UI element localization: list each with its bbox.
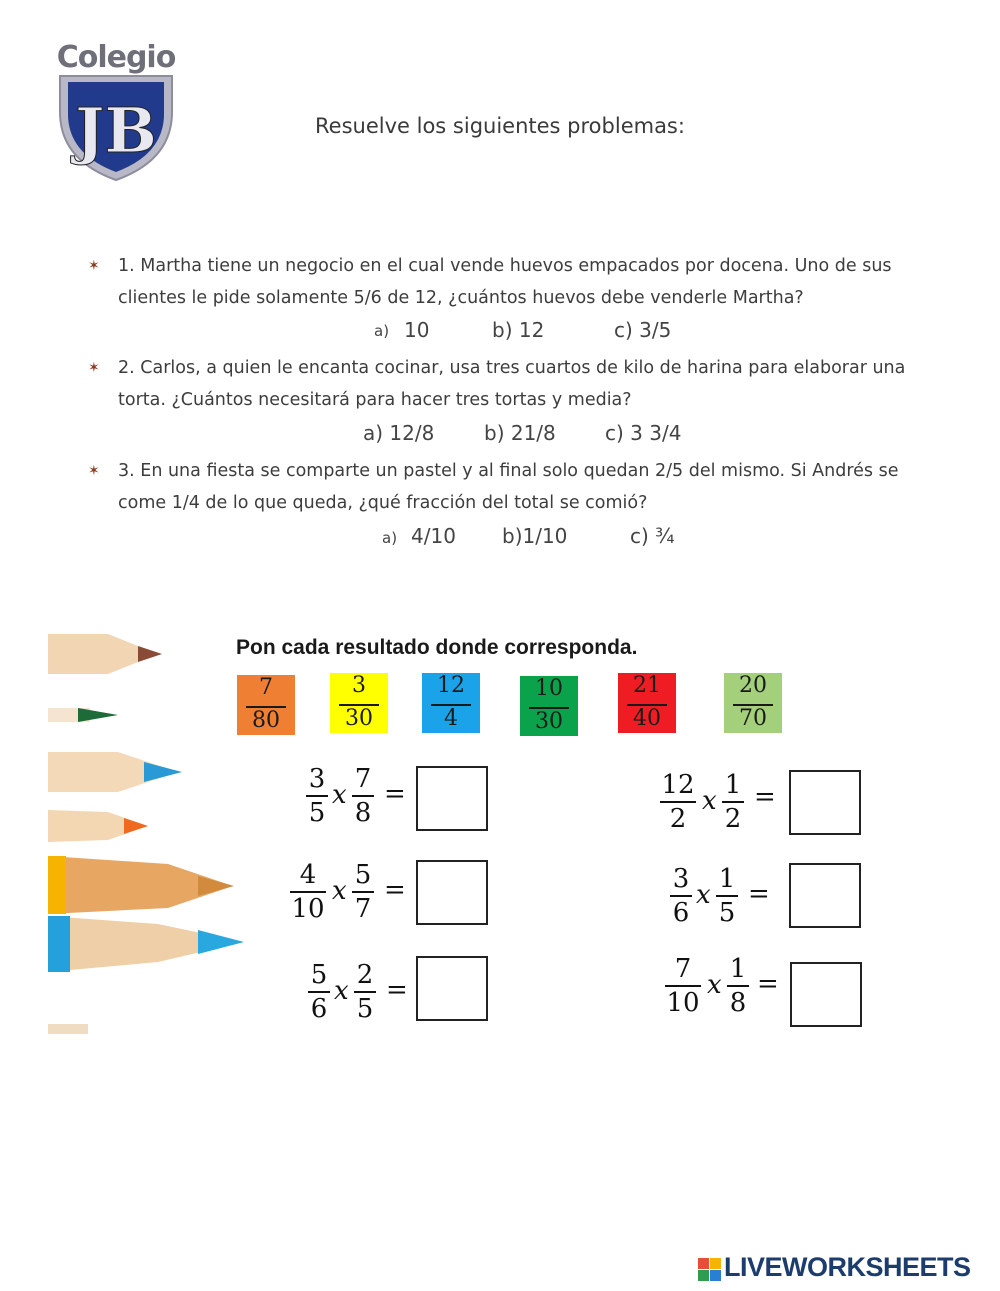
numerator: 1	[729, 954, 747, 984]
times-operator: x	[334, 976, 349, 1006]
option-c[interactable]: c) 3/5	[614, 318, 672, 342]
logo-word: Colegio	[56, 40, 176, 75]
star-bullet-icon: ✶	[88, 258, 100, 274]
equation-1	[306, 764, 496, 834]
answer-tile-3[interactable]	[422, 673, 480, 733]
equation-3	[290, 860, 500, 930]
denominator: 7	[354, 894, 372, 924]
denominator: 8	[729, 988, 747, 1018]
problem-2	[88, 352, 948, 416]
tile-numerator: 3	[352, 673, 366, 698]
denominator: 6	[310, 994, 328, 1024]
tile-denominator: 40	[633, 706, 661, 731]
numerator: 2	[356, 960, 374, 990]
denominator: 5	[308, 798, 326, 828]
option-c[interactable]: c) 3 3/4	[605, 421, 682, 445]
equation-4	[670, 864, 870, 934]
numerator: 4	[299, 860, 317, 890]
equation-2	[660, 770, 870, 840]
denominator: 10	[666, 988, 700, 1018]
tile-denominator: 4	[444, 706, 458, 731]
tile-denominator: 80	[252, 708, 280, 733]
equation-5	[308, 960, 498, 1030]
equals-sign: =	[757, 969, 779, 999]
answer-box[interactable]	[416, 860, 488, 925]
denominator: 2	[724, 804, 742, 834]
numerator: 7	[674, 954, 692, 984]
option-a[interactable]: a) 12/8	[363, 421, 435, 445]
problem-text: 2. Carlos, a quien le encanta cocinar, usa tres cuartos de kilo de harina para elaborar una torta. ¿Cuántos necesitará para hacer tres tortas y media?	[118, 358, 906, 410]
answer-tile-4[interactable]	[520, 676, 578, 736]
tile-denominator: 30	[535, 709, 563, 734]
option-a[interactable]: 10	[404, 318, 430, 342]
tile-numerator: 10	[535, 676, 563, 701]
denominator: 2	[669, 804, 687, 834]
answer-tile-5[interactable]	[618, 673, 676, 733]
option-b[interactable]: b) 21/8	[484, 421, 556, 445]
answer-tile-2[interactable]	[330, 673, 388, 733]
answer-box[interactable]	[416, 956, 488, 1021]
problem-text: 1. Martha tiene un negocio en el cual vende huevos empacados por docena. Uno de sus clientes le pide solamente 5/6 de 12, ¿cuántos huevos debe venderle Martha?	[118, 256, 892, 308]
tile-numerator: 7	[259, 675, 273, 700]
times-operator: x	[707, 970, 722, 1000]
option-label: a)	[374, 322, 390, 340]
option-a[interactable]: 4/10	[411, 524, 456, 548]
option-b[interactable]: b)1/10	[502, 524, 568, 548]
numerator: 1	[724, 770, 742, 800]
answer-box[interactable]	[789, 863, 861, 928]
problem-3	[88, 455, 948, 519]
answer-box[interactable]	[789, 770, 861, 835]
denominator: 5	[718, 898, 736, 928]
numerator: 3	[308, 764, 326, 794]
page-title: Resuelve los siguientes problemas:	[315, 114, 685, 138]
problem-1	[88, 250, 948, 314]
star-bullet-icon: ✶	[88, 463, 100, 479]
option-c[interactable]: c) ¾	[630, 524, 675, 548]
equals-sign: =	[754, 782, 776, 812]
tile-numerator: 21	[633, 673, 661, 698]
times-operator: x	[702, 786, 717, 816]
problem-text: 3. En una fiesta se comparte un pastel y al final solo quedan 2/5 del mismo. Si Andrés se come 1/4 de lo que queda, ¿qué fracción del total se comió?	[118, 461, 899, 513]
equals-sign: =	[748, 879, 770, 909]
answer-box[interactable]	[790, 962, 862, 1027]
star-bullet-icon: ✶	[88, 360, 100, 376]
numerator: 3	[672, 864, 690, 894]
answer-tile-6[interactable]	[724, 673, 782, 733]
tile-denominator: 30	[345, 706, 373, 731]
logo-monogram: JB	[75, 94, 157, 167]
equals-sign: =	[386, 975, 408, 1005]
equals-sign: =	[384, 875, 406, 905]
times-operator: x	[332, 780, 347, 810]
numerator: 5	[310, 960, 328, 990]
numerator: 7	[354, 764, 372, 794]
tile-numerator: 20	[739, 673, 767, 698]
denominator: 8	[354, 798, 372, 828]
numerator: 12	[661, 770, 695, 800]
times-operator: x	[696, 880, 711, 910]
brand-name: LIVEWORKSHEETS	[724, 1252, 971, 1282]
colored-blocks-icon	[698, 1258, 722, 1282]
answer-tile-1[interactable]	[237, 675, 295, 735]
equals-sign: =	[384, 779, 406, 809]
denominator: 6	[672, 898, 690, 928]
times-operator: x	[332, 876, 347, 906]
school-logo	[50, 40, 182, 182]
numerator: 5	[354, 860, 372, 890]
denominator: 5	[356, 994, 374, 1024]
numerator: 1	[718, 864, 736, 894]
equation-6	[665, 954, 870, 1024]
option-label: a)	[382, 529, 398, 547]
option-b[interactable]: b) 12	[492, 318, 545, 342]
denominator: 10	[291, 894, 325, 924]
liveworksheets-logo	[698, 1254, 994, 1284]
answer-box[interactable]	[416, 766, 488, 831]
tile-numerator: 12	[437, 673, 465, 698]
instruction-heading: Pon cada resultado donde corresponda.	[236, 636, 638, 659]
tile-denominator: 70	[739, 706, 767, 731]
